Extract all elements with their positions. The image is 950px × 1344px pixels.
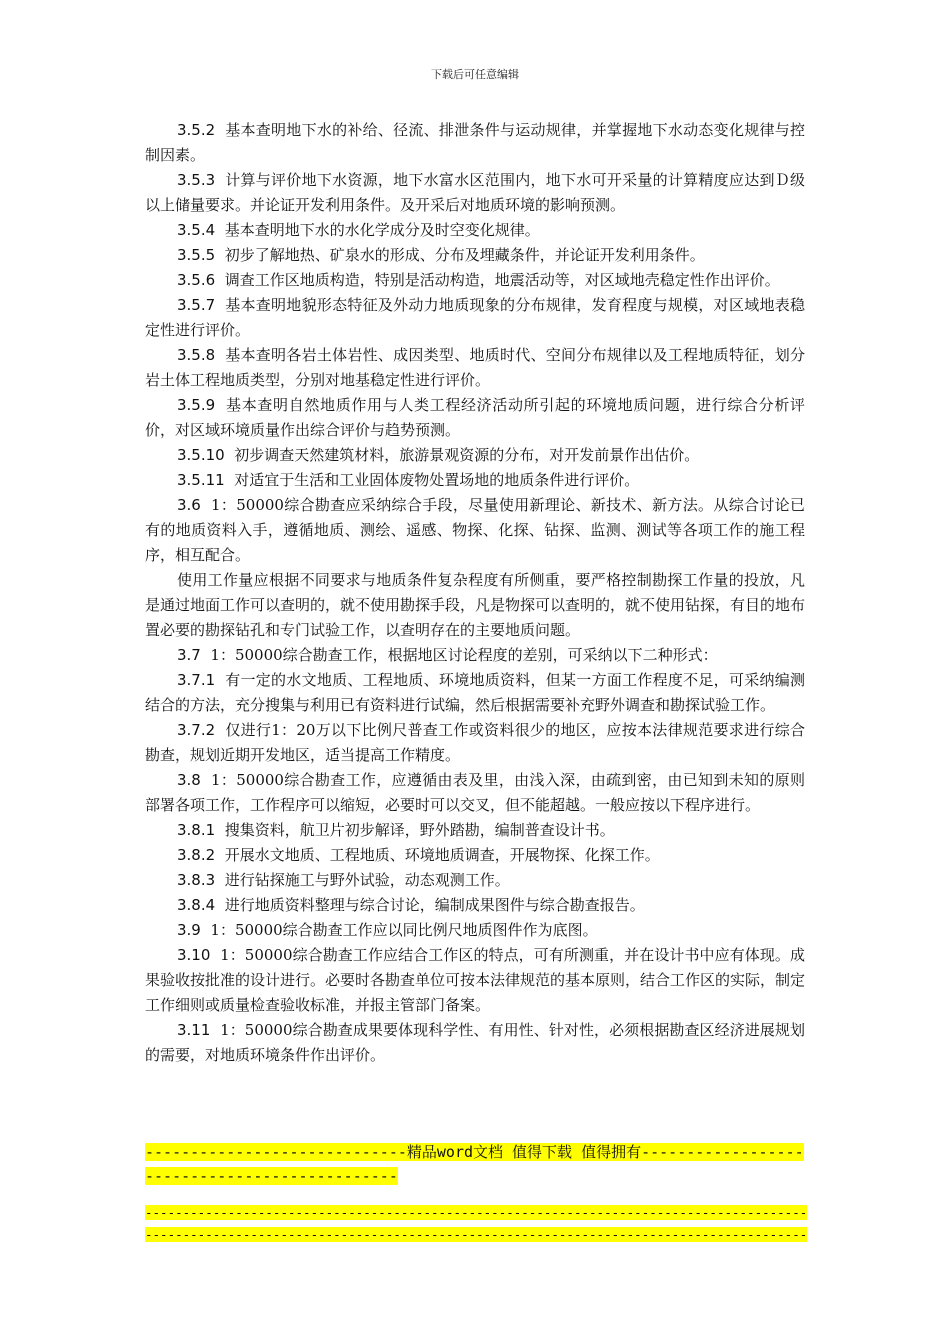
paragraph-text: 开展水文地质、工程地质、环境地质调查，开展物探、化探工作。 [224,846,660,864]
paragraph [145,718,805,768]
paragraph-text: 基本查明地下水的补给、径流、排泄条件与运动规律，并掌握地下水动态变化规律与控制因素。 [145,121,805,164]
paragraph [145,493,805,568]
section-number: 3.6 [177,496,201,514]
paragraph [145,293,805,343]
page-header: 下载后可任意编辑 [431,68,519,81]
section-number: 3.8.4 [177,896,216,914]
paragraph [145,943,805,1018]
paragraph-text: 有一定的水文地质、工程地质、环境地质资料，但某一方面工作程度不足，可采纳编测结合的方法，充分搜集与利用已有资料进行试编，然后根据需要补充野外调查和勘探试验工作。 [145,671,805,714]
section-number: 3.5.7 [177,296,216,314]
paragraph [145,918,805,943]
section-number: 3.5.6 [177,271,216,289]
section-number: 3.10 [177,946,211,964]
section-number: 3.8 [177,771,201,789]
paragraph-text: 基本查明地下水的水化学成分及时空变化规律。 [224,221,540,239]
section-number: 3.5.10 [177,446,225,464]
section-number: 3.5.11 [177,471,225,489]
section-number: 3.7.2 [177,721,216,739]
document-body [145,118,805,1068]
section-number: 3.5.8 [177,346,216,364]
promo-text: -----------------------------精品word文档 值得下载 值得拥有---------------------------------------------- [145,1143,804,1185]
paragraph-text: 仅进行1：20万以下比例尺普查工作或资料很少的地区，应按本法律规范要求进行综合勘查，规划近期开发地区，适当提高工作精度。 [145,721,805,764]
paragraph [145,118,805,168]
paragraph-text: 1：50000综合勘查成果要体现科学性、有用性、针对性，必须根据勘查区经济进展规划的需要，对地质环境条件作出评价。 [145,1021,805,1064]
paragraph [145,168,805,218]
paragraph [145,668,805,718]
paragraph-text: 进行地质资料整理与综合讨论，编制成果图件与综合勘查报告。 [224,896,645,914]
paragraph-text: 基本查明自然地质作用与人类工程经济活动所引起的环境地质问题，进行综合分析评价，对区域环境质量作出综合评价与趋势预测。 [145,396,805,439]
paragraph [145,893,805,918]
paragraph-text: 使用工作量应根据不同要求与地质条件复杂程度有所侧重，要严格控制勘探工作量的投放，凡是通过地面工作可以查明的，就不使用勘探手段，凡是物探可以查明的，就不使用钻探，有目的地布置必要的勘探钻孔和专门试验工作，以查明存在的主要地质问题。 [145,571,806,639]
paragraph [145,1018,805,1068]
paragraph-text: 1：50000综合勘查应采纳综合手段，尽量使用新理论、新技术、新方法。从综合讨论已有的地质资料入手，遵循地质、测绘、遥感、物探、化探、钻探、监测、测试等各项工作的施工程序，相互配合。 [145,496,805,564]
paragraph [145,218,805,243]
paragraph-text: 基本查明各岩土体岩性、成因类型、地质时代、空间分布规律以及工程地质特征，划分岩土体工程地质类型，分别对地基稳定性进行评价。 [145,346,805,389]
section-number: 3.5.3 [177,171,216,189]
paragraph-text: 1：50000综合勘查工作，根据地区讨论程度的差别，可采纳以下二种形式： [210,646,718,664]
paragraph [145,768,805,818]
paragraph [145,818,805,843]
section-number: 3.11 [177,1021,211,1039]
paragraph-text: 1：50000综合勘查工作应结合工作区的特点，可有所测重，并在设计书中应有体现。成果验收按批准的设计进行。必要时各勘查单位可按本法律规范的基本原则，结合工作区的实际，制定工作细则或质量检查验收标准，并报主管部门备案。 [145,946,806,1014]
promo-banner [145,1140,810,1188]
paragraph [145,468,805,493]
paragraph-text: 调查工作区地质构造，特别是活动构造，地震活动等，对区域地壳稳定性作出评价。 [224,271,780,289]
paragraph-text: 1：50000综合勘查工作应以同比例尺地质图件作为底图。 [210,921,598,939]
paragraph-text: 1：50000综合勘查工作，应遵循由表及里，由浅入深，由疏到密，由已知到未知的原则部署各项工作，工作程序可以缩短，必要时可以交叉，但不能超越。一般应按以下程序进行。 [145,771,805,814]
promo-dashes: -------------------------------------------------------------------------------------------------------------------------------------------------------------------------------- [145,1205,808,1242]
paragraph [145,868,805,893]
paragraph [145,393,805,443]
section-number: 3.7 [177,646,201,664]
paragraph [145,643,805,668]
section-number: 3.5.4 [177,221,216,239]
paragraph [145,268,805,293]
promo-divider [145,1202,810,1246]
section-number: 3.5.9 [177,396,216,414]
paragraph [145,243,805,268]
paragraph [145,843,805,868]
paragraph-text: 基本查明地貌形态特征及外动力地质现象的分布规律，发育程度与规模，对区域地表稳定性进行评价。 [145,296,805,339]
paragraph [145,568,805,643]
section-number: 3.8.2 [177,846,216,864]
section-number: 3.9 [177,921,201,939]
section-number: 3.5.5 [177,246,216,264]
section-number: 3.8.1 [177,821,216,839]
paragraph [145,343,805,393]
paragraph-text: 初步了解地热、矿泉水的形成、分布及埋藏条件，并论证开发利用条件。 [224,246,705,264]
paragraph-text: 对适宜于生活和工业固体废物处置场地的地质条件进行评价。 [234,471,640,489]
section-number: 3.7.1 [177,671,216,689]
paragraph-text: 初步调查天然建筑材料，旅游景观资源的分布，对开发前景作出估价。 [234,446,700,464]
paragraph-text: 搜集资料，航卫片初步解译，野外踏勘，编制普查设计书。 [224,821,615,839]
paragraph-text: 计算与评价地下水资源，地下水富水区范围内，地下水可开采量的计算精度应达到Ｄ级以上储量要求。并论证开发利用条件。及开采后对地质环境的影响预测。 [145,171,805,214]
paragraph [145,443,805,468]
section-number: 3.8.3 [177,871,216,889]
paragraph-text: 进行钻探施工与野外试验，动态观测工作。 [224,871,510,889]
section-number: 3.5.2 [177,121,216,139]
